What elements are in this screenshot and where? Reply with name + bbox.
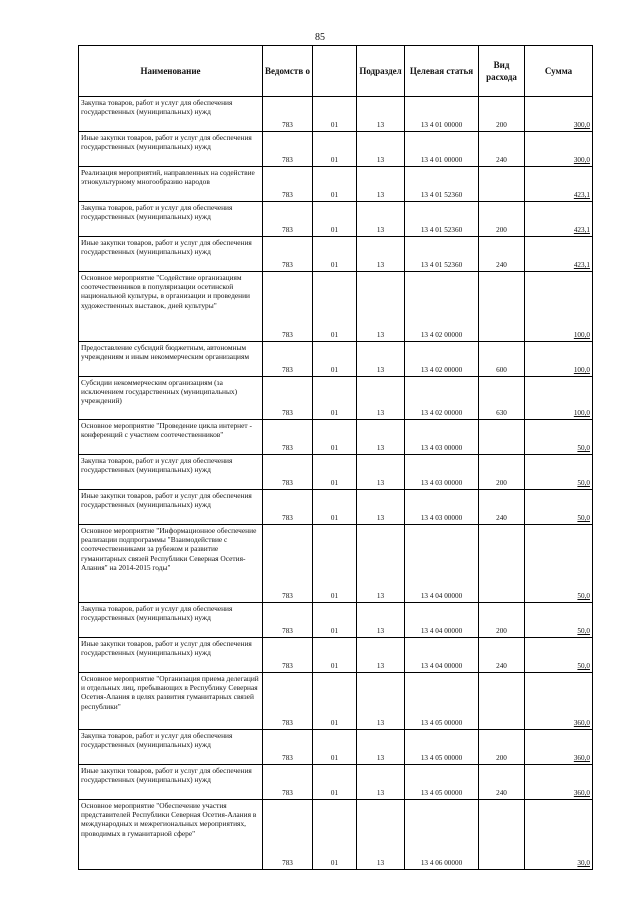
row-expense-type: 240	[479, 237, 525, 272]
table-row	[79, 730, 593, 765]
row-sum: 360,0	[525, 730, 593, 765]
table-row	[79, 800, 593, 870]
row-sum: 100,0	[525, 377, 593, 420]
row-name: Основное мероприятие "Проведение цикла интернет - конференций с участием соотечественников"	[79, 420, 263, 455]
table-row	[79, 673, 593, 730]
row-section: 01	[313, 730, 357, 765]
row-department: 783	[263, 730, 313, 765]
row-expense-type: 240	[479, 490, 525, 525]
row-name: Иные закупки товаров, работ и услуг для обеспечения государственных (муниципальных) нужд	[79, 490, 263, 525]
row-section: 01	[313, 765, 357, 800]
row-name: Реализация мероприятий, направленных на содействие этнокультурному многообразию народов	[79, 167, 263, 202]
row-sum: 50,0	[525, 638, 593, 673]
table-row	[79, 272, 593, 342]
table-row	[79, 377, 593, 420]
row-expense-type: 600	[479, 342, 525, 377]
table-body	[79, 97, 593, 870]
header-sum: Сумма	[525, 46, 593, 97]
row-expense-type: 200	[479, 97, 525, 132]
row-expense-type: 200	[479, 603, 525, 638]
row-section: 01	[313, 377, 357, 420]
row-expense-type: 200	[479, 455, 525, 490]
row-expense-type: 240	[479, 638, 525, 673]
header-department: Ведомств о	[263, 46, 313, 97]
row-expense-type	[479, 167, 525, 202]
row-target-article: 13 4 01 00000	[405, 132, 479, 167]
row-subsection: 13	[357, 237, 405, 272]
row-name: Основное мероприятие "Организация приема делегаций и отдельных лиц, пребывающих в Республику Северная Осетия-Алания в целях развития гуманитарных связей республики"	[79, 673, 263, 730]
row-name: Закупка товаров, работ и услуг для обеспечения государственных (муниципальных) нужд	[79, 455, 263, 490]
row-target-article: 13 4 05 00000	[405, 673, 479, 730]
row-sum: 30,0	[525, 800, 593, 870]
table-row	[79, 97, 593, 132]
row-department: 783	[263, 167, 313, 202]
row-sum: 50,0	[525, 603, 593, 638]
table-row	[79, 202, 593, 237]
row-subsection: 13	[357, 202, 405, 237]
row-sum: 360,0	[525, 673, 593, 730]
table-row	[79, 525, 593, 603]
row-department: 783	[263, 603, 313, 638]
row-sum: 300,0	[525, 97, 593, 132]
page-number: 85	[315, 32, 325, 43]
row-section: 01	[313, 132, 357, 167]
row-section: 01	[313, 272, 357, 342]
row-sum: 50,0	[525, 420, 593, 455]
header-subsection: Подраздел	[357, 46, 405, 97]
row-subsection: 13	[357, 132, 405, 167]
row-department: 783	[263, 638, 313, 673]
row-department: 783	[263, 377, 313, 420]
row-expense-type: 240	[479, 765, 525, 800]
row-department: 783	[263, 272, 313, 342]
row-expense-type: 630	[479, 377, 525, 420]
row-target-article: 13 4 01 00000	[405, 97, 479, 132]
row-target-article: 13 4 02 00000	[405, 342, 479, 377]
row-name: Иные закупки товаров, работ и услуг для обеспечения государственных (муниципальных) нужд	[79, 638, 263, 673]
row-subsection: 13	[357, 673, 405, 730]
row-department: 783	[263, 342, 313, 377]
row-expense-type	[479, 272, 525, 342]
row-section: 01	[313, 237, 357, 272]
header-name: Наименование	[79, 46, 263, 97]
row-department: 783	[263, 765, 313, 800]
row-department: 783	[263, 525, 313, 603]
row-section: 01	[313, 455, 357, 490]
row-sum: 423,1	[525, 237, 593, 272]
row-sum: 50,0	[525, 490, 593, 525]
row-sum: 423,1	[525, 167, 593, 202]
row-target-article: 13 4 02 00000	[405, 377, 479, 420]
row-section: 01	[313, 167, 357, 202]
row-name: Иные закупки товаров, работ и услуг для обеспечения государственных (муниципальных) нужд	[79, 765, 263, 800]
row-department: 783	[263, 132, 313, 167]
table-row	[79, 132, 593, 167]
row-section: 01	[313, 673, 357, 730]
row-target-article: 13 4 03 00000	[405, 455, 479, 490]
row-subsection: 13	[357, 272, 405, 342]
row-name: Иные закупки товаров, работ и услуг для обеспечения государственных (муниципальных) нужд	[79, 237, 263, 272]
row-department: 783	[263, 237, 313, 272]
row-sum: 360,0	[525, 765, 593, 800]
row-name: Закупка товаров, работ и услуг для обеспечения государственных (муниципальных) нужд	[79, 202, 263, 237]
row-subsection: 13	[357, 603, 405, 638]
row-target-article: 13 4 04 00000	[405, 525, 479, 603]
row-target-article: 13 4 03 00000	[405, 490, 479, 525]
row-department: 783	[263, 420, 313, 455]
row-section: 01	[313, 97, 357, 132]
row-expense-type: 240	[479, 132, 525, 167]
row-subsection: 13	[357, 167, 405, 202]
table-row	[79, 420, 593, 455]
row-target-article: 13 4 04 00000	[405, 638, 479, 673]
row-department: 783	[263, 673, 313, 730]
row-name: Основное мероприятие "Содействие организациям соотечественников в популяризации осетинской национальной культуры, в организации и проведении художественных выставок, дней культуры"	[79, 272, 263, 342]
row-expense-type	[479, 673, 525, 730]
row-sum: 423,1	[525, 202, 593, 237]
table-row	[79, 237, 593, 272]
row-section: 01	[313, 342, 357, 377]
row-target-article: 13 4 02 00000	[405, 272, 479, 342]
table-row	[79, 455, 593, 490]
row-target-article: 13 4 01 52360	[405, 167, 479, 202]
row-expense-type	[479, 800, 525, 870]
header-section	[313, 46, 357, 97]
row-department: 783	[263, 455, 313, 490]
row-name: Закупка товаров, работ и услуг для обеспечения государственных (муниципальных) нужд	[79, 730, 263, 765]
table-row	[79, 167, 593, 202]
row-subsection: 13	[357, 97, 405, 132]
row-section: 01	[313, 603, 357, 638]
table-row	[79, 342, 593, 377]
table-header-row	[79, 46, 593, 97]
row-subsection: 13	[357, 455, 405, 490]
row-name: Основное мероприятие "Обеспечение участия представителей Республики Северная Осетия-Алания в международных и межрегиональных мероприятиях, проводимых в гуманитарной сфере"	[79, 800, 263, 870]
row-section: 01	[313, 800, 357, 870]
row-name: Иные закупки товаров, работ и услуг для обеспечения государственных (муниципальных) нужд	[79, 132, 263, 167]
header-expense-type: Вид расхода	[479, 46, 525, 97]
row-section: 01	[313, 525, 357, 603]
row-section: 01	[313, 420, 357, 455]
row-sum: 100,0	[525, 342, 593, 377]
row-name: Закупка товаров, работ и услуг для обеспечения государственных (муниципальных) нужд	[79, 603, 263, 638]
row-subsection: 13	[357, 525, 405, 603]
row-sum: 50,0	[525, 525, 593, 603]
row-expense-type	[479, 420, 525, 455]
row-expense-type	[479, 525, 525, 603]
row-expense-type: 200	[479, 202, 525, 237]
row-expense-type: 200	[479, 730, 525, 765]
row-department: 783	[263, 800, 313, 870]
row-target-article: 13 4 04 00000	[405, 603, 479, 638]
row-department: 783	[263, 202, 313, 237]
table-row	[79, 638, 593, 673]
table-row	[79, 490, 593, 525]
row-target-article: 13 4 01 52360	[405, 237, 479, 272]
row-subsection: 13	[357, 800, 405, 870]
row-sum: 300,0	[525, 132, 593, 167]
row-target-article: 13 4 05 00000	[405, 765, 479, 800]
row-target-article: 13 4 01 52360	[405, 202, 479, 237]
table-row	[79, 765, 593, 800]
budget-table	[78, 45, 593, 870]
row-name: Субсидии некоммерческим организациям (за исключением государственных (муниципальных) учреждений)	[79, 377, 263, 420]
row-target-article: 13 4 05 00000	[405, 730, 479, 765]
row-department: 783	[263, 97, 313, 132]
row-name: Предоставление субсидий бюджетным, автономным учреждениям и иным некоммерческим организациям	[79, 342, 263, 377]
row-sum: 50,0	[525, 455, 593, 490]
row-subsection: 13	[357, 638, 405, 673]
row-name: Основное мероприятие "Информационное обеспечение реализации подпрограммы "Взаимодействие с соотечественниками за рубежом и развитие гуманитарных связей Республики Северная Осетия-Алания" на 2014-2015 годы"	[79, 525, 263, 603]
row-department: 783	[263, 490, 313, 525]
row-target-article: 13 4 06 00000	[405, 800, 479, 870]
row-name: Закупка товаров, работ и услуг для обеспечения государственных (муниципальных) нужд	[79, 97, 263, 132]
table-row	[79, 603, 593, 638]
row-subsection: 13	[357, 377, 405, 420]
row-subsection: 13	[357, 730, 405, 765]
row-subsection: 13	[357, 420, 405, 455]
row-subsection: 13	[357, 765, 405, 800]
row-sum: 100,0	[525, 272, 593, 342]
row-section: 01	[313, 490, 357, 525]
row-target-article: 13 4 03 00000	[405, 420, 479, 455]
row-section: 01	[313, 202, 357, 237]
row-subsection: 13	[357, 490, 405, 525]
row-subsection: 13	[357, 342, 405, 377]
row-section: 01	[313, 638, 357, 673]
header-target-article: Целевая статья	[405, 46, 479, 97]
